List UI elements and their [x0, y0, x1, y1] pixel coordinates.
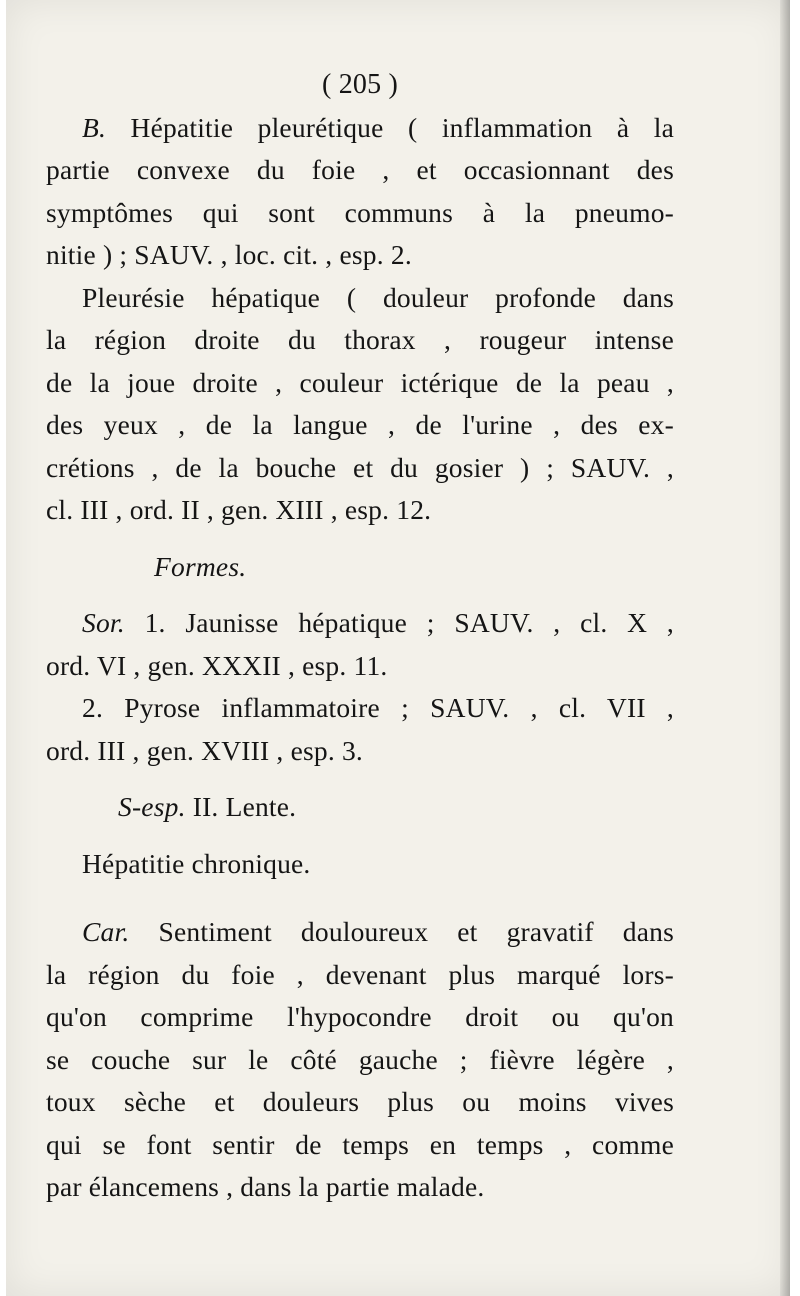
section-label: Car. — [82, 916, 130, 947]
text-line: la région droite du thorax , rougeur intense — [46, 324, 674, 355]
subheading-formes: Formes. — [154, 550, 247, 582]
text-line: nitie ) ; SAUV. , loc. cit. , esp. 2. — [46, 239, 412, 270]
text-line — [46, 911, 674, 954]
page-text-block — [46, 64, 674, 1209]
text-line: crétions , de la bouche et du gosier ) ; SAUV. , — [46, 451, 674, 483]
text-line: ord. III , gen. XVIII , esp. 3. — [46, 734, 364, 766]
text-line: la région du foie , devenant plus marqué lors- — [46, 958, 674, 990]
text-line: toux sèche et douleurs plus ou moins vives — [46, 1086, 674, 1117]
section-label: B. — [82, 111, 107, 143]
text-line: Pleurésie hépatique ( douleur profonde dans — [82, 281, 674, 313]
line-text: 1. Jaunisse hépatique ; SAUV. , cl. X , — [124, 607, 674, 638]
book-page — [6, 0, 790, 1296]
text-line: des yeux , de la langue , de l'urine , des ex- — [46, 409, 674, 440]
text-line: Hépatitie chronique. — [82, 847, 311, 879]
text-line — [46, 602, 674, 645]
text-line: qu'on comprime l'hypocondre droit ou qu'on — [46, 1001, 674, 1032]
text-line: se couche sur le côté gauche ; fièvre légère , — [46, 1043, 674, 1075]
line-text: Sentiment douloureux et gravatif dans — [129, 916, 674, 947]
text-line: par élancemens , dans la partie malade. — [46, 1171, 485, 1202]
text-line: qui se font sentir de temps en temps , comme — [46, 1128, 674, 1160]
text-line — [46, 107, 674, 150]
line-text: II. Lente. — [185, 791, 297, 822]
text-line: de la joue droite , couleur ictérique de la peau , — [46, 366, 674, 398]
section-label: S-esp. — [118, 791, 186, 822]
text-line: cl. III , ord. II , gen. XIII , esp. 12. — [46, 494, 432, 525]
text-line: ord. VI , gen. XXXII , esp. 11. — [46, 649, 388, 681]
page-number: ( 205 ) — [321, 69, 399, 100]
text-line: 2. Pyrose inflammatoire ; SAUV. , cl. VII , — [82, 692, 674, 723]
line-text: Hépatitie pleurétique ( inflammation à la — [106, 111, 674, 143]
section-label: Sor. — [82, 607, 125, 638]
text-line — [46, 786, 674, 829]
text-line: symptômes qui sont communs à la pneumo- — [46, 196, 674, 228]
text-line: partie convexe du foie , et occasionnant des — [46, 154, 674, 185]
